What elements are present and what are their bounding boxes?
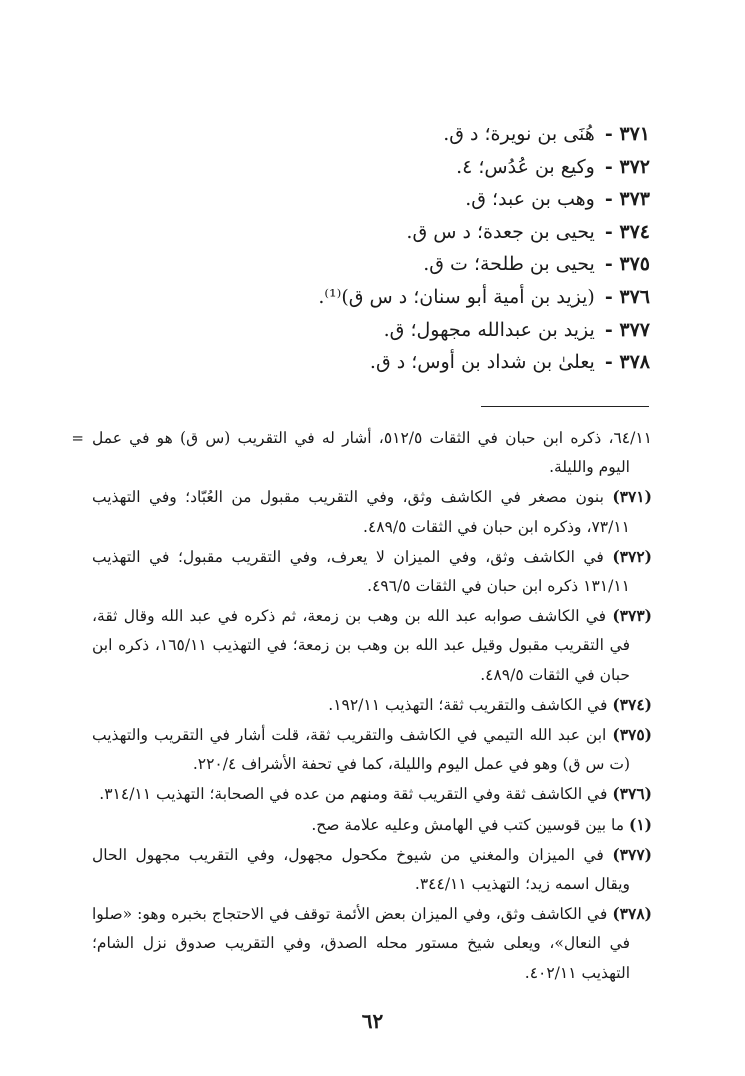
footnote-text: في الكاشف وثق، وفي الميزان بعض الأئمة توقف في الاحتجاج بخبره وهو: «صلوا في النعال»، ويعلى شيخ مستور محله الصدق، وفي التقريب صدوق نزل الشام؛ التهذيب ٤٠٢/١١. bbox=[92, 905, 630, 982]
narrator-entry bbox=[230, 248, 650, 281]
footnote-text: ٦٤/١١، ذكره ابن حبان في الثقات ٥١٢/٥، أشار له في التقريب (س ق) هو في عمل اليوم والليلة. bbox=[92, 429, 653, 477]
entry-number: ٣٧٣ - bbox=[604, 188, 650, 211]
footnote bbox=[92, 690, 652, 720]
footnote-text: في الكاشف والتقريب ثقة؛ التهذيب ١٩٢/١١. bbox=[328, 695, 608, 714]
narrator-entry bbox=[230, 183, 650, 216]
entry-text: يعلىٰ بن شداد بن أوس؛ د ق. bbox=[369, 351, 595, 374]
entry-text: (يزيد بن أمية أبو سنان؛ د س ق)⁽¹⁾. bbox=[318, 285, 595, 308]
footnote bbox=[92, 542, 652, 601]
narrator-entry bbox=[230, 151, 650, 184]
footnote bbox=[92, 810, 652, 840]
footnote-text: ما بين قوسين كتب في الهامش وعليه علامة صح. bbox=[311, 815, 625, 834]
footnote-text: في الكاشف صوابه عبد الله بن وهب بن زمعة، ثم ذكره في عبد الله وقال ثقة، في التقريب مقبول وقيل عبد الله بن وهب بن زمعة؛ في التهذيب ١٦٥/١١، ذكره ابن حبان في الثقات ٤٨٩/٥. bbox=[92, 607, 630, 684]
footnote-label: (٣٧٦) bbox=[612, 784, 652, 804]
footnote-text: في الكاشف وثق، وفي الميزان لا يعرف، وفي التقريب مقبول؛ في التهذيب ١٣١/١١ ذكره ابن حبان في الثقات ٤٩٦/٥. bbox=[92, 547, 630, 596]
narrator-entry bbox=[230, 216, 650, 249]
footnote bbox=[92, 601, 652, 690]
entry-text: يحيى بن طلحة؛ ت ق. bbox=[423, 253, 595, 276]
narrator-entries-list bbox=[230, 118, 650, 379]
entry-text: وهب بن عبد؛ ق. bbox=[465, 188, 595, 211]
narrator-entry bbox=[230, 281, 650, 314]
footnote-text: بنون مصغر في الكاشف وثق، وفي التقريب مقبول من العُبّاد؛ وفي التهذيب ٧٣/١١، وذكره ابن حبان في الثقات ٤٨٩/٥. bbox=[92, 488, 630, 536]
narrator-entry bbox=[230, 346, 650, 379]
footnote-continuation: = ٦٤/١١، ذكره ابن حبان في الثقات ٥١٢/٥، أشار له في التقريب (س ق) هو في عمل اليوم والليلة. bbox=[71, 429, 653, 477]
footnote-label: (٣٧٣) bbox=[612, 606, 652, 626]
entry-number: ٣٧١ - bbox=[604, 123, 650, 145]
entry-text: هُنَى بن نويرة؛ د ق. bbox=[443, 123, 595, 145]
footnote bbox=[92, 720, 652, 779]
footnote-text: ابن عبد الله التيمي في الكاشف والتقريب ثقة، قلت أشار في التقريب والتهذيب (ت س ق) وهو في عمل اليوم والليلة، كما في تحفة الأشراف ٢٢٠/٤. bbox=[92, 726, 630, 774]
entry-number: ٣٧٦ - bbox=[604, 285, 650, 308]
entry-text: يحيى بن جعدة؛ د س ق. bbox=[406, 220, 595, 243]
footnote bbox=[92, 779, 652, 809]
footnotes-section bbox=[71, 424, 653, 988]
footnote-label: (١) bbox=[628, 814, 652, 834]
entry-number: ٣٧٧ - bbox=[604, 318, 650, 341]
footnote-label: (٣٧١) bbox=[612, 487, 652, 507]
entry-number: ٣٧٤ - bbox=[604, 220, 650, 243]
page-number: ٦٢ bbox=[361, 1009, 384, 1033]
footnote-label: (٣٧٧) bbox=[612, 844, 652, 864]
footnote-text: في الميزان والمغني من شيوخ مكحول مجهول، وفي التقريب مجهول الحال ويقال اسمه زيد؛ التهذيب ٣٤٤/١١. bbox=[92, 845, 630, 894]
footnote-label: (٣٧٥) bbox=[612, 725, 653, 745]
footnote bbox=[92, 482, 652, 541]
footnote bbox=[92, 840, 652, 899]
narrator-entry bbox=[230, 314, 650, 347]
entry-number: ٣٧٢ - bbox=[604, 155, 650, 178]
footnote-separator bbox=[481, 406, 649, 407]
entry-number: ٣٧٥ - bbox=[604, 253, 650, 276]
entry-text: وكيع بن عُدُس؛ ٤. bbox=[456, 155, 595, 178]
entry-number: ٣٧٨ - bbox=[604, 351, 650, 374]
narrator-entry bbox=[230, 118, 650, 151]
footnote bbox=[92, 899, 652, 988]
footnote-label: (٣٧٤) bbox=[612, 694, 652, 714]
footnote-text: في الكاشف ثقة وفي التقريب ثقة ومنهم من عده في الصحابة؛ التهذيب ٣١٤/١١. bbox=[99, 785, 608, 804]
footnote-label: (٣٧٢) bbox=[612, 546, 652, 566]
footnote-label: (٣٧٨) bbox=[612, 904, 652, 924]
entry-text: يزيد بن عبدالله مجهول؛ ق. bbox=[383, 318, 595, 341]
